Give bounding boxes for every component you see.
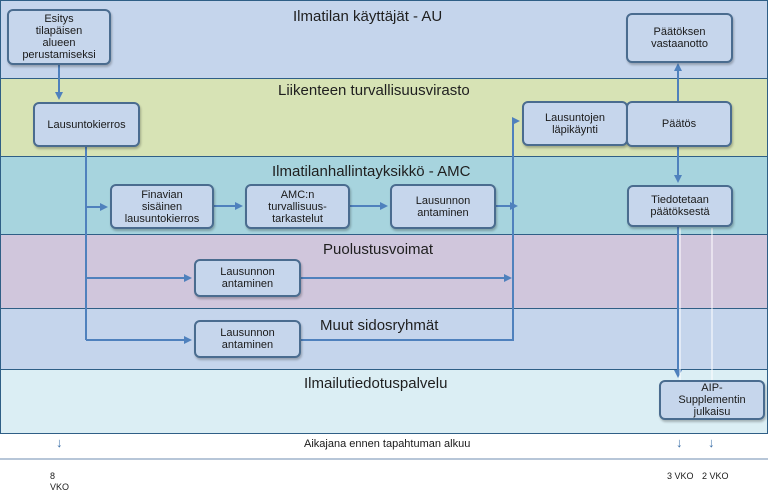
box-paatoksen-vastaanotto: Päätöksen vastaanotto bbox=[626, 13, 733, 63]
box-pv-lausunnon-antaminen: Lausunnon antaminen bbox=[194, 259, 301, 297]
box-lausuntokierros: Lausuntokierros bbox=[33, 102, 140, 147]
box-lausuntojen-lapikaynti: Lausuntojen läpikäynti bbox=[522, 101, 628, 146]
lane-title: Puolustusvoimat bbox=[323, 241, 434, 258]
timeline-down-arrow: ↓ bbox=[676, 435, 683, 450]
box-esitys: Esitys tilapäisen alueen perustamiseksi bbox=[7, 9, 111, 65]
lane-title: Ilmailutiedotuspalvelu bbox=[304, 375, 448, 392]
box-tiedotetaan-paatoksesta: Tiedotetaan päätöksestä bbox=[627, 185, 733, 227]
lane-title: Muut sidosryhmät bbox=[320, 317, 439, 334]
timeline-label: Aikajana ennen tapahtuman alkuu bbox=[304, 438, 471, 450]
timeline-down-arrow: ↓ bbox=[56, 435, 63, 450]
box-paatos: Päätös bbox=[626, 101, 732, 147]
lane-title: Liikenteen turvallisuusvirasto bbox=[278, 82, 470, 99]
box-muut-lausunnon-antaminen: Lausunnon antaminen bbox=[194, 320, 301, 358]
week-marker-3: 3 VKO bbox=[667, 471, 694, 481]
lane-title: Ilmatilan käyttäjät - AU bbox=[293, 8, 443, 25]
lane-title: Ilmatilanhallintayksikkö - AMC bbox=[272, 163, 471, 180]
arrow-muut-to-lapikaynti bbox=[301, 121, 518, 340]
box-amc-turvallisuustarkastelut: AMC:n turvallisuus- tarkastelut bbox=[245, 184, 350, 229]
box-aip-supplementin-julkaisu: AIP- Supplementin julkaisu bbox=[659, 380, 765, 420]
box-amc-lausunnon-antaminen: Lausunnon antaminen bbox=[390, 184, 496, 229]
box-finavian-lausuntokierros: Finavian sisäinen lausuntokierros bbox=[110, 184, 214, 229]
timeline-down-arrow: ↓ bbox=[708, 435, 715, 450]
week-marker-2: 2 VKO bbox=[702, 471, 729, 481]
week-marker-8: 8 VKO bbox=[50, 471, 70, 492]
